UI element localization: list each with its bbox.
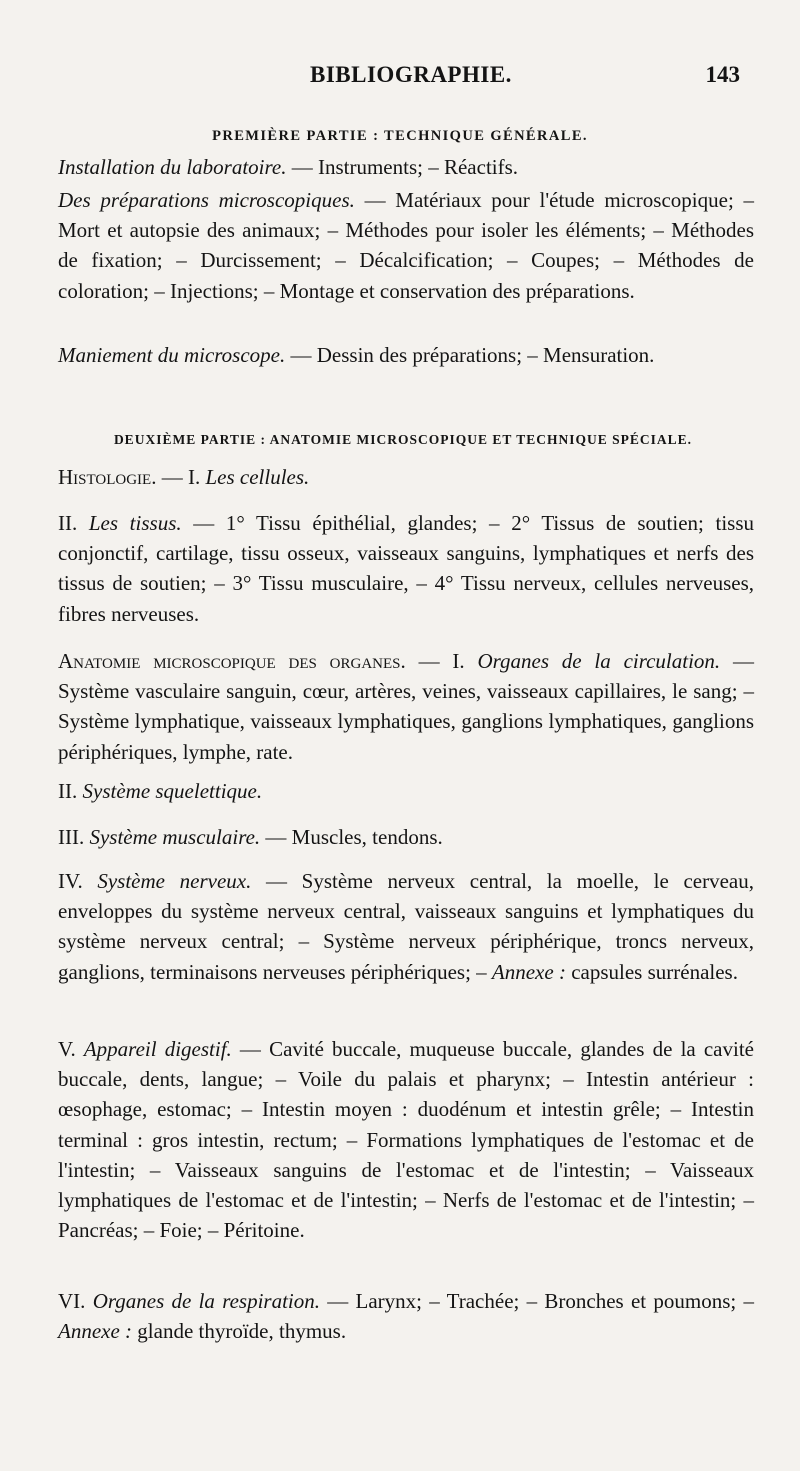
paragraph-installation [58,152,754,182]
tissus-title: Les tissus. [88,511,182,535]
installation-lead: Installation du laboratoire. [58,155,287,179]
respiration-number: VI. [58,1289,93,1313]
installation-text: — Instruments; – Réactifs. [286,155,519,179]
preparations-lead: Des préparations microscopiques. [58,188,355,212]
musculaire-title: Système musculaire. [89,825,261,849]
anatomie-label: Anatomie microscopique des organes. [58,649,406,673]
squelettique-title: Système squelettique. [82,779,263,803]
paragraph-preparations [58,185,754,306]
respiration-annex-text: glande thyroïde, thymus. [132,1319,347,1344]
nerveux-text: — Système nerveux central, la moelle, le cerveau, enveloppes du système nerveux central, vaisseaux sanguins et lymphatiques du système nerveux central; – Système nerveux périphérique, troncs nerveux, ganglions, terminaisons nerveuses périphériques; – [58,869,755,984]
microscope-text: — Dessin des préparations; – Mensuration. [285,343,655,367]
squelettique-number: II. [58,779,83,803]
paragraph-squelettique [58,776,754,806]
preparations-text: — Matériaux pour l'étude microscopique; – Mort et autopsie des animaux; – Méthodes pour isoler les éléments; – Méthodes de fixation; – Durcissement; – Décalcification; – Coupes; – Méthodes de coloration; – Injections; – Montage et conservation des préparations. [58,188,754,303]
paragraph-nerveux [58,866,754,987]
histologie-sep: — I. [156,465,206,489]
digestif-number: V. [58,1037,84,1061]
part-two-heading: DEUXIÈME PARTIE : ANATOMIE MICROSCOPIQUE ET TECHNIQUE SPÉCIALE. [113,432,693,447]
circulation-text: — Système vasculaire sanguin, cœur, artères, veines, vaisseaux capillaires, le sang; – Système lymphatique, vaisseaux lymphatiques, ganglions lymphatiques, ganglions périphériques, lymphe, rate. [58,649,754,764]
musculaire-text: — Muscles, tendons. [260,825,443,849]
digestif-title: Appareil digestif. [83,1037,232,1061]
musculaire-number: III. [58,825,90,849]
paragraph-microscope [58,340,754,370]
tissus-number: II. [58,511,89,535]
paragraph-histologie [58,462,754,492]
histologie-title: Les cellules. [205,465,310,489]
tissus-text: — 1° Tissu épithélial, glandes; – 2° Tissus de soutien; tissu conjonctif, cartilage, tissu osseux, vaisseaux sanguins, lymphatiques et nerfs des tissus de soutien; – 3° Tissu musculaire, – 4° Tissu nerveux, cellules nerveuses, fibres nerveuses. [58,511,754,626]
respiration-text: — Larynx; – Trachée; – Bronches et poumons; – [320,1289,754,1313]
paragraph-anatomie [58,646,754,767]
part-one-heading: PREMIÈRE PARTIE : TECHNIQUE GÉNÉRALE. [212,128,588,144]
microscope-lead: Maniement du microscope. [58,343,286,367]
respiration-annex-label: Annexe : [58,1319,133,1344]
circulation-title: Organes de la circulation. [477,649,721,673]
nerveux-number: IV. [58,869,98,893]
nerveux-title: Système nerveux. [97,869,252,893]
nerveux-annex-label: Annexe : [491,959,566,984]
paragraph-respiration [58,1286,754,1346]
page-number: 143 [705,62,740,87]
running-title: BIBLIOGRAPHIE. [310,62,512,87]
paragraph-tissus [58,508,754,629]
respiration-title: Organes de la respiration. [92,1289,320,1313]
anatomie-sep: — I. [405,649,478,673]
digestif-text: — Cavité buccale, muqueuse buccale, glandes de la cavité buccale, dents, langue; – Voile du palais et pharynx; – Intestin antérieur : œsophage, estomac; – Intestin moyen : duodénum et intestin grêle; – Intestin terminal : gros intestin, rectum; – Formations lymphatiques de l'estomac et de l'intestin; – Vaisseaux sanguins de l'estomac et de l'intestin; – Vaisseaux lymphatiques de l'estomac et de l'intestin; – Nerfs de l'estomac et de l'intestin; – Pancréas; – Foie; – Péritoine. [58,1037,754,1243]
paragraph-musculaire [58,822,754,852]
paragraph-digestif [58,1034,754,1245]
histologie-label: Histologie. [58,465,157,489]
nerveux-annex-text: capsules surrénales. [565,959,738,984]
running-header [60,62,740,96]
